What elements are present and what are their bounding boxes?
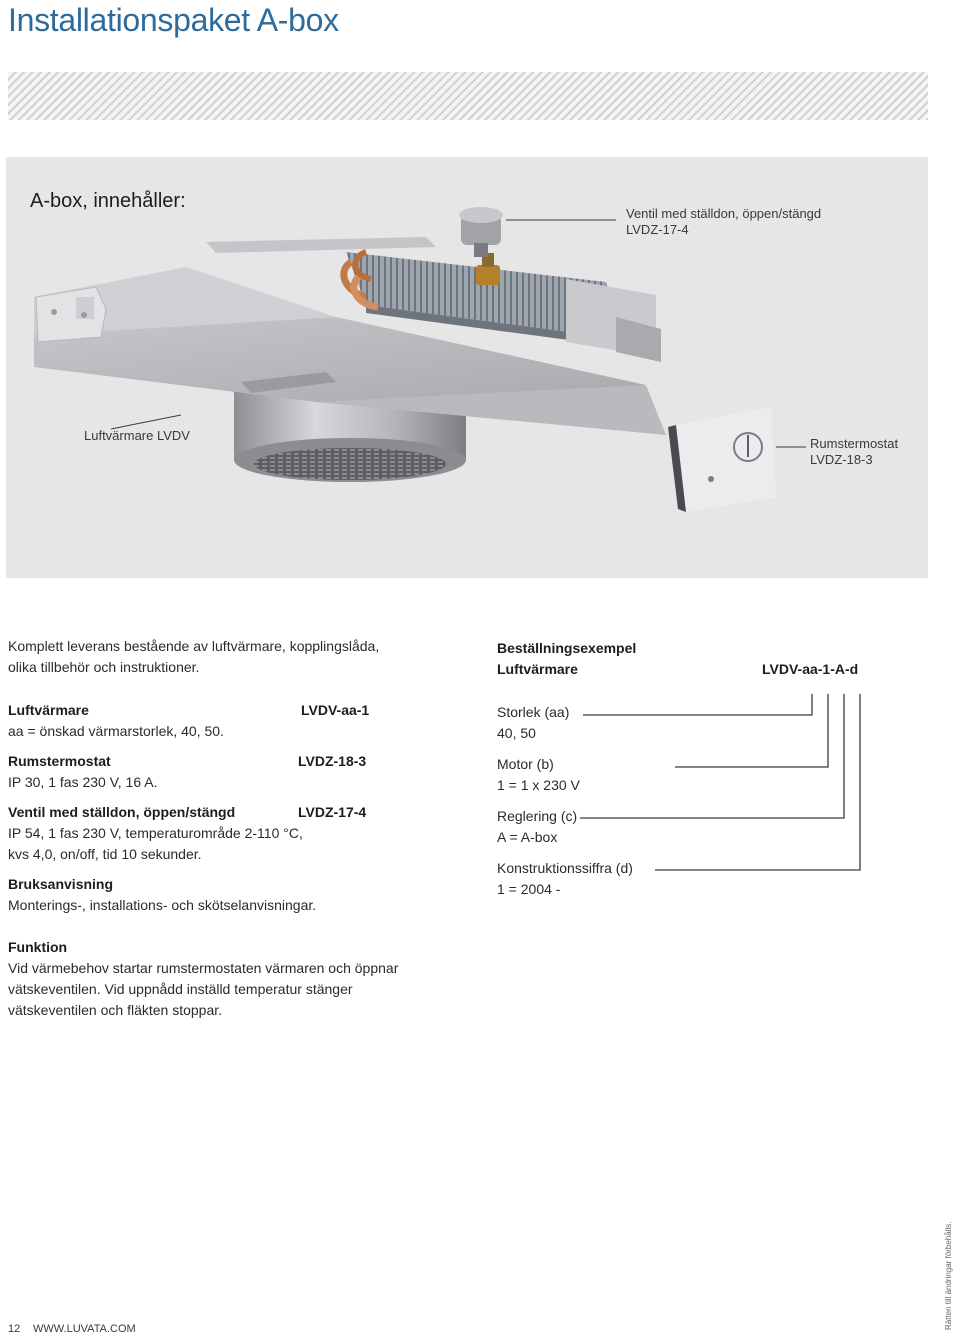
intro-line-1: Komplett leverans bestående av luftvärmare, kopplingslåda, bbox=[8, 638, 380, 654]
field-construction-value: 1 = 2004 - bbox=[497, 881, 561, 897]
item-valve-label: Ventil med ställdon, öppen/stängd bbox=[8, 804, 236, 820]
order-code-connectors bbox=[580, 680, 870, 880]
field-control-value: A = A-box bbox=[497, 829, 558, 845]
item-manual-label: Bruksanvisning bbox=[8, 876, 114, 892]
thermostat-callout-code: LVDZ-18-3 bbox=[810, 452, 873, 467]
item-heater-header bbox=[8, 700, 378, 721]
field-size-value: 40, 50 bbox=[497, 725, 536, 741]
function-section bbox=[8, 937, 398, 1021]
valve-callout-code: LVDZ-17-4 bbox=[626, 222, 689, 237]
order-title-line-2: Luftvärmare bbox=[497, 661, 578, 677]
thermostat-callout-name: Rumstermostat bbox=[810, 436, 899, 451]
item-valve-desc-1: IP 54, 1 fas 230 V, temperaturområde 2-110 °C, bbox=[8, 825, 303, 841]
thermostat-callout bbox=[810, 436, 898, 468]
item-heater-label: Luftvärmare bbox=[8, 702, 89, 718]
field-motor-label: Motor (b) bbox=[497, 756, 554, 772]
valve-callout-name: Ventil med ställdon, öppen/stängd bbox=[626, 206, 822, 221]
figure-heading: A-box, innehåller: bbox=[30, 190, 186, 212]
order-code: LVDV-aa-1-A-d bbox=[762, 661, 859, 677]
item-valve-header bbox=[8, 802, 378, 823]
item-thermostat-header bbox=[8, 751, 378, 772]
contents-list bbox=[8, 700, 378, 916]
item-manual-desc: Monterings-, installations- och skötselanvisningar. bbox=[8, 897, 317, 913]
order-title bbox=[497, 638, 636, 680]
item-heater-desc: aa = önskad värmarstorlek, 40, 50. bbox=[8, 723, 224, 739]
function-line-3: vätskeventilen och fläkten stoppar. bbox=[8, 1002, 223, 1018]
field-construction-label: Konstruktionssiffra (d) bbox=[497, 860, 633, 876]
function-line-1: Vid värmebehov startar rumstermostaten värmaren och öppnar bbox=[8, 960, 399, 976]
field-motor-value: 1 = 1 x 230 V bbox=[497, 777, 580, 793]
item-thermostat-label: Rumstermostat bbox=[8, 753, 111, 769]
rights-notice: Rätten till ändringar förbehålls. bbox=[944, 1221, 953, 1330]
page-title: Installationspaket A-box bbox=[8, 2, 339, 38]
valve-callout bbox=[626, 206, 821, 238]
item-heater-code: LVDV-aa-1 bbox=[301, 702, 370, 718]
hatched-banner bbox=[8, 72, 928, 120]
field-control-label: Reglering (c) bbox=[497, 808, 578, 824]
footer-url[interactable]: WWW.LUVATA.COM bbox=[33, 1323, 136, 1335]
item-valve-desc-2: kvs 4,0, on/off, tid 10 sekunder. bbox=[8, 846, 202, 862]
page-number: 12 bbox=[8, 1323, 21, 1335]
field-size-label: Storlek (aa) bbox=[497, 704, 570, 720]
item-valve-code: LVDZ-17-4 bbox=[298, 804, 367, 820]
item-thermostat-code: LVDZ-18-3 bbox=[298, 753, 367, 769]
intro-line-2: olika tillbehör och instruktioner. bbox=[8, 659, 200, 675]
intro-text bbox=[8, 636, 379, 678]
function-title: Funktion bbox=[8, 939, 68, 955]
order-title-line-1: Beställningsexempel bbox=[497, 640, 637, 656]
item-thermostat-desc: IP 30, 1 fas 230 V, 16 A. bbox=[8, 774, 158, 790]
product-illustration bbox=[6, 157, 928, 578]
function-line-2: vätskeventilen. Vid uppnådd inställd temperatur stänger bbox=[8, 981, 353, 997]
heater-callout: Luftvärmare LVDV bbox=[84, 428, 190, 443]
